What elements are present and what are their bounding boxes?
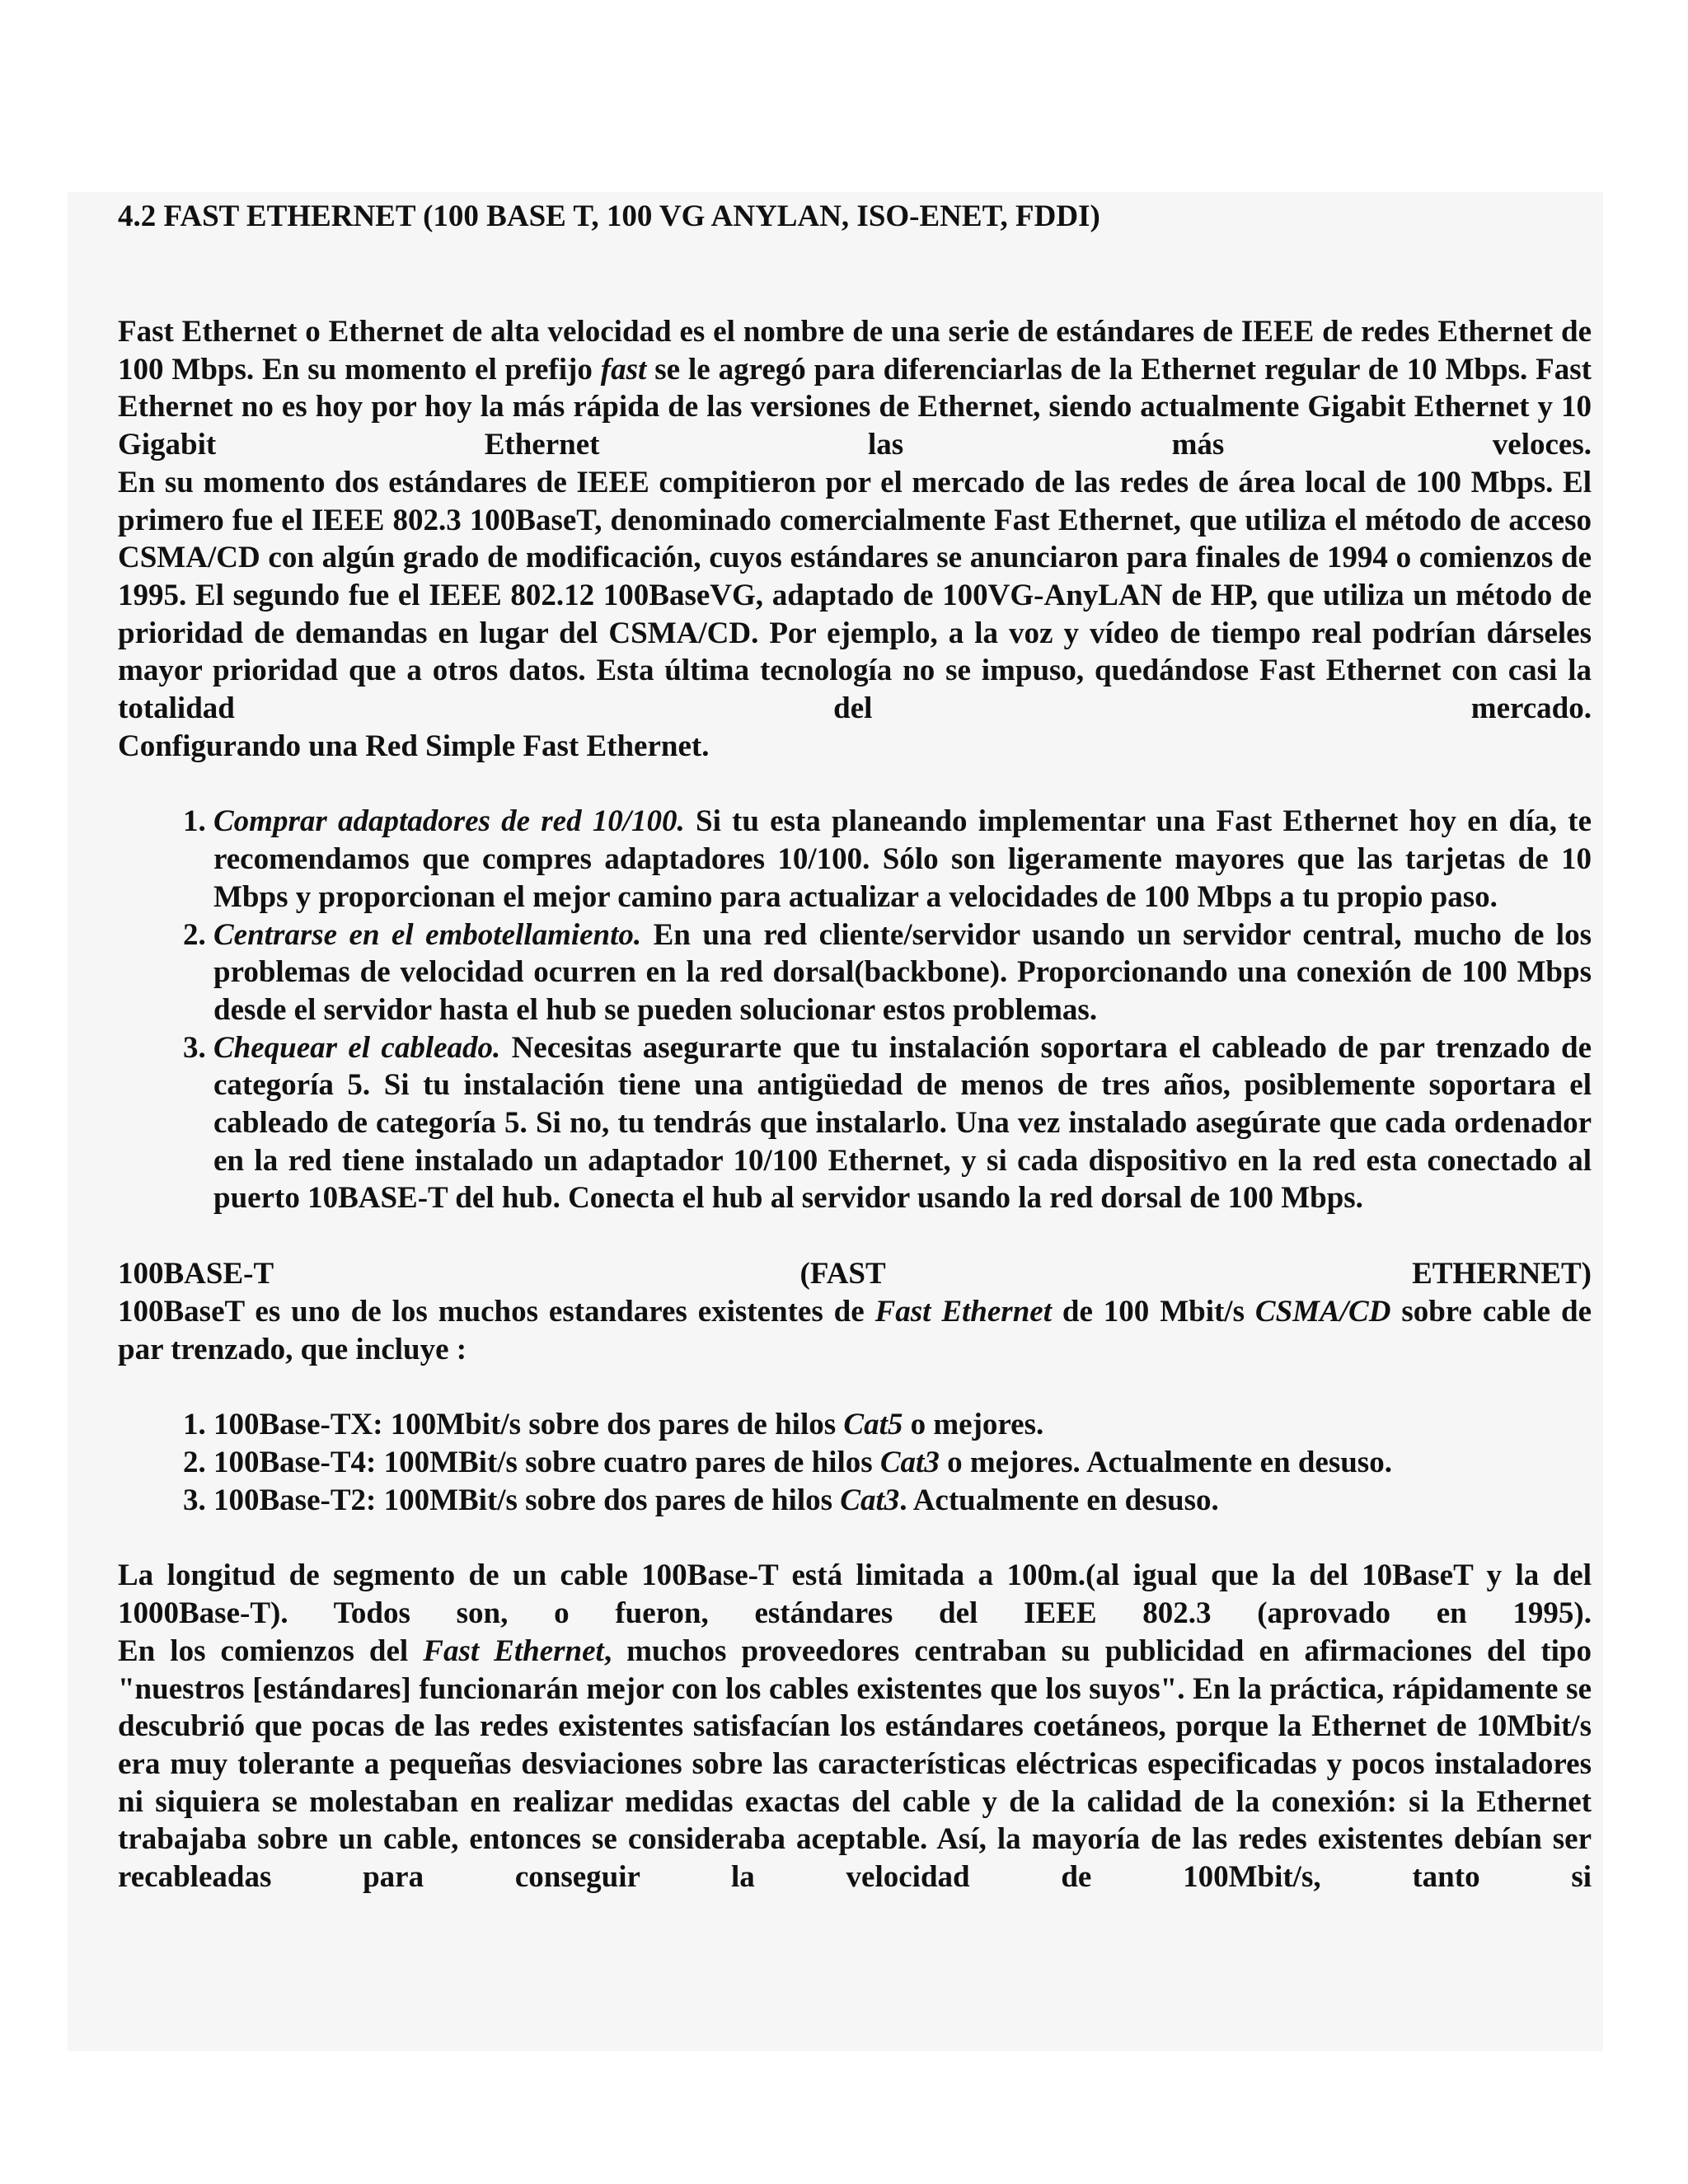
- closing-paragraph-1: La longitud de segmento de un cable 100Base-T está limitada a 100m.(al igual que la del 10BaseT y la del 1000Base-T). Todos son, o fueron, estándares del IEEE 802.3 (aprovado en 1995).: [118, 1558, 1592, 1631]
- closing-paragraph-2: En los comienzos del Fast Ethernet, muchos proveedores centraban su publicidad en afirmaciones del tipo "nuestros [estándares] funcionarán mejor con los cables existentes que los suyos". En la práctica, rápidamente se descubrió que pocas de las redes existentes satisfacían los estándares coetáneos, porque la Ethernet de 10Mbit/s era muy tolerante a pequeñas desviaciones sobre las características eléctricas especificadas y pocos instaladores ni siquiera se molestaban en realizar medidas exactas del cable y de la calidad de la conexión: si la Ethernet trabajaba sobre un cable, entonces se consideraba aceptable. Así, la mayoría de las redes existentes debían ser recableadas para conseguir la velocidad de 100Mbit/s, tanto si: [118, 1633, 1592, 1895]
- list-item: 2. Centrarse en el embotellamiento. En una red cliente/servidor usando un servidor central, mucho de los problemas de velocidad ocurren en la red dorsal(backbone). Proporcionando una conexión de 100 Mbps desde el servidor hasta el hub se pueden solucionar estos problemas.: [213, 916, 1592, 1029]
- list-item: 2. 100Base-T4: 100MBit/s sobre cuatro pares de hilos Cat3 o mejores. Actualmente en desuso.: [213, 1444, 1592, 1482]
- list-item: 1. Comprar adaptadores de red 10/100. Si tu esta planeando implementar una Fast Ethernet hoy en día, te recomendamos que compres adaptadores 10/100. Sólo son ligeramente mayores que las tarjetas de 10 Mbps y proporcionan el mejor camino para actualizar a velocidades de 100 Mbps a tu propio paso.: [213, 803, 1592, 916]
- subsection-intro: 100BaseT es uno de los muchos estandares existentes de Fast Ethernet de 100 Mbit/s CSMA/CD sobre cable de par trenzado, que incluye :: [118, 1294, 1592, 1366]
- variants-list: [118, 1406, 1592, 1519]
- list-item: 1. 100Base-TX: 100Mbit/s sobre dos pares de hilos Cat5 o mejores.: [213, 1406, 1592, 1444]
- intro-paragraph-2: En su momento dos estándares de IEEE compitieron por el mercado de las redes de área local de 100 Mbps. El primero fue el IEEE 802.3 100BaseT, denominado comercialmente Fast Ethernet, que utiliza el método de acceso CSMA/CD con algún grado de modificación, cuyos estándares se anunciaron para finales de 1994 o comienzos de 1995. El segundo fue el IEEE 802.12 100BaseVG, adaptado de 100VG-AnyLAN de HP, que utiliza un método de prioridad de demandas en lugar del CSMA/CD. Por ejemplo, a la voz y vídeo de tiempo real podrían dárseles mayor prioridad que a otros datos. Esta última tecnología no se impuso, quedándose Fast Ethernet con casi la totalidad del mercado.: [118, 465, 1592, 726]
- list-item: 3. 100Base-T2: 100MBit/s sobre dos pares de hilos Cat3. Actualmente en desuso.: [213, 1482, 1592, 1520]
- section-title: 4.2 FAST ETHERNET (100 BASE T, 100 VG ANYLAN, ISO-ENET, FDDI): [118, 199, 1100, 233]
- list-item: 3. Chequear el cableado. Necesitas asegurarte que tu instalación soportara el cableado de par trenzado de categoría 5. Si tu instalación tiene una antigüedad de menos de tres años, posiblemente soportara el cableado de categoría 5. Si no, tu tendrás que instalarlo. Una vez instalado asegúrate que cada ordenador en la red tiene instalado un adaptador 10/100 Ethernet, y si cada dispositivo en la red esta conectado al puerto 10BASE-T del hub. Conecta el hub al servidor usando la red dorsal de 100 Mbps.: [213, 1029, 1592, 1218]
- steps-list: [118, 803, 1592, 1217]
- document-body: [118, 196, 1592, 1896]
- intro-paragraph-3: Configurando una Red Simple Fast Ethernet.: [118, 729, 710, 763]
- subsection-heading: 100BASE-T (FAST ETHERNET): [118, 1257, 1592, 1291]
- intro-paragraph-1: Fast Ethernet o Ethernet de alta velocidad es el nombre de una serie de estándares de IEEE de redes Ethernet de 100 Mbps. En su momento el prefijo fast se le agregó para diferenciarlas de la Ethernet regular de 10 Mbps. Fast Ethernet no es hoy por hoy la más rápida de las versiones de Ethernet, siendo actualmente Gigabit Ethernet y 10 Gigabit Ethernet las más veloces.: [118, 315, 1592, 462]
